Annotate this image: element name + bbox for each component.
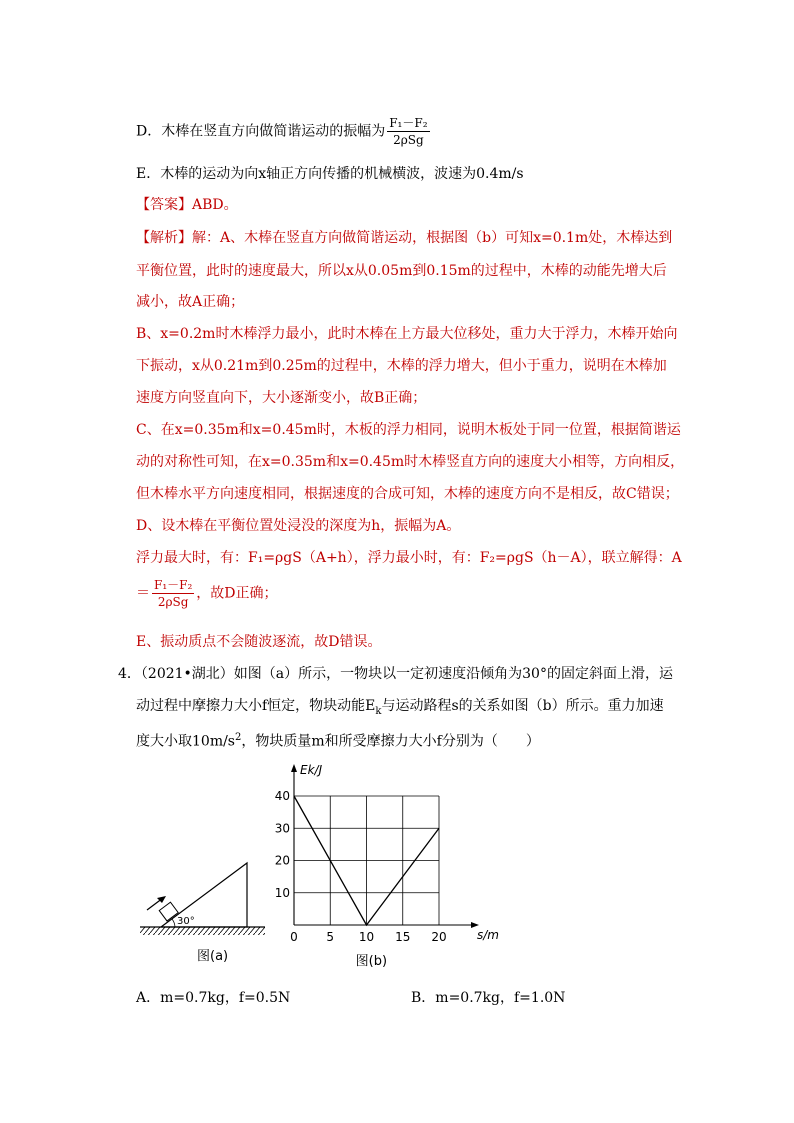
equals-sign: ＝	[136, 585, 150, 602]
x-tick-label: 0	[290, 930, 298, 944]
analysis-line-3: 减小，故A正确；	[136, 294, 245, 310]
ground-hatch	[140, 927, 265, 935]
figure-a-caption: 图(a)	[197, 949, 229, 964]
option-a: A．m=0.7kg，f=0.5N	[136, 990, 291, 1006]
y-tick-label: 30	[274, 821, 290, 836]
question-4-line-3	[136, 728, 540, 752]
answer: 【答案】ABD。	[136, 197, 238, 213]
angle-arc	[172, 919, 175, 927]
q4-text-d: ，物块质量m和所受摩擦力大小f分别为（ ）	[241, 733, 540, 750]
x-tick-label: 20	[431, 930, 447, 944]
question-4-line-2	[136, 696, 664, 722]
option-e: E．木棒的运动为向x轴正方向传播的机械横波，波速为0.4m/s	[136, 166, 524, 182]
incline	[161, 863, 247, 927]
analysis-line-9: 但木棒水平方向速度相同，根据速度的合成可知，木棒的速度方向不是相反，故C错误；	[136, 486, 679, 502]
q4-text-c: 度大小取10m/s	[136, 733, 235, 750]
x-tick-label: 10	[358, 930, 375, 944]
x-tick-label: 5	[326, 930, 335, 944]
analysis-line-5: 下振动，x从0.21m到0.25m的过程中，木棒的浮力增大，但小于重力，说明在木棒加	[136, 358, 667, 374]
question-4-line-1: 4．（2021•湖北）如图（a）所示，一物块以一定初速度沿倾角为30°的固定斜面上滑，运	[118, 666, 673, 682]
chart-axes	[291, 764, 479, 928]
analysis-final-equation	[136, 578, 278, 609]
analysis-line-2: 平衡位置，此时的速度最大，所以x从0.05m到0.15m的过程中，木棒的动能先增大后	[136, 263, 667, 279]
angle-label: 30°	[177, 916, 195, 927]
analysis-last-line: E、振动质点不会随波逐流，故D错误。	[136, 634, 382, 650]
analysis-line-8: 动的对称性可知，在x=0.35m和x=0.45m时木棒竖直方向的速度大小相等，方向相反，	[136, 454, 685, 470]
y-tick-label: 40	[274, 789, 290, 803]
q4-text-a: 动过程中摩擦力大小f恒定，物块动能E	[136, 698, 376, 714]
chart-grid	[294, 796, 439, 925]
q4-superscript: 2	[235, 732, 242, 743]
analysis-text: 解：A、木棒在竖直方向做简谐运动，根据图（b）可知x=0.1m处，木棒达到	[192, 230, 673, 246]
q4-text-b: 与运动路程s的关系如图（b）所示。重力加速	[381, 698, 664, 714]
analysis-line-10: D、设木棒在平衡位置处浸没的深度为h，振幅为A。	[136, 518, 461, 534]
analysis-line-4: B、x=0.2m时木棒浮力最小，此时木棒在上方最大位移处，重力大于浮力，木棒开始向	[136, 326, 678, 342]
option-d-fraction	[387, 116, 429, 147]
analysis-denominator: 2ρSg	[157, 595, 189, 609]
analysis-final-suffix: ，故D正确；	[196, 585, 278, 602]
q4-subscript: k	[375, 705, 382, 717]
block	[159, 902, 178, 921]
analysis-head: 【解析】	[136, 230, 192, 246]
analysis-line-1	[136, 228, 672, 248]
option-d-numerator: F₁－F₂	[389, 116, 428, 130]
x-tick-label: 15	[395, 930, 411, 944]
option-b: B．m=0.7kg，f=1.0N	[411, 990, 566, 1006]
figure-a	[135, 855, 270, 970]
analysis-line-6: 速度方向竖直向下，大小逐渐变小，故B正确；	[136, 390, 427, 406]
figure-b-caption: 图(b)	[355, 954, 388, 969]
chart-ticks	[275, 789, 447, 944]
analysis-fraction	[152, 578, 194, 609]
option-d	[136, 116, 432, 147]
y-axis-label: Ek/J	[300, 763, 323, 777]
figure-b-chart	[268, 755, 508, 975]
analysis-line-7: C、在x=0.35m和x=0.45m时，木板的浮力相同，说明木板处于同一位置，根据简谐运	[136, 422, 681, 438]
analysis-line-11: 浮力最大时，有：F₁=ρgS（A+h），浮力最小时，有：F₂=ρgS（h－A），联立解得：A	[136, 550, 682, 566]
option-d-denominator: 2ρSg	[393, 133, 424, 147]
y-tick-label: 10	[274, 885, 290, 900]
x-axis-label: s/m	[477, 928, 499, 942]
y-axis-arrow	[291, 764, 297, 772]
y-tick-label: 20	[274, 853, 290, 868]
option-d-text: D．木棒在竖直方向做简谐运动的振幅为	[136, 123, 386, 140]
analysis-numerator: F₁－F₂	[154, 578, 193, 592]
